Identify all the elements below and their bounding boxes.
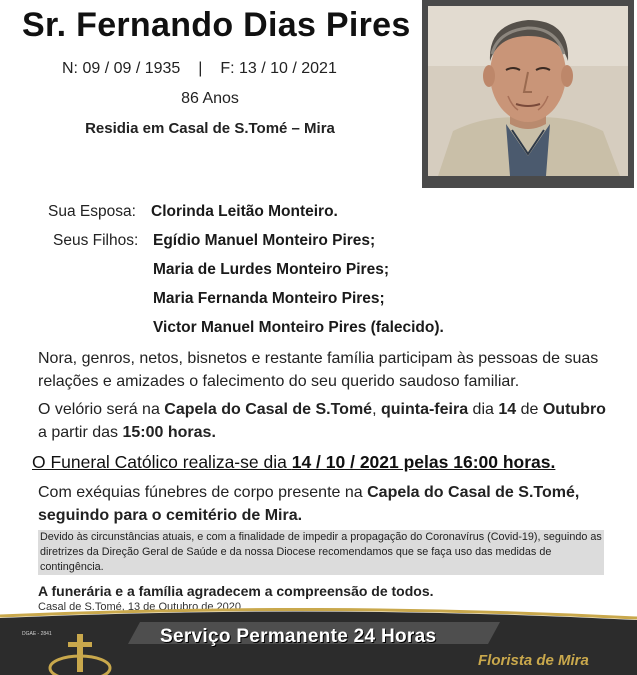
- wake-from: a partir das: [38, 424, 119, 441]
- wake-time: 15:00 horas.: [122, 424, 216, 441]
- death-date: F: 13 / 10 / 2021: [220, 60, 337, 77]
- child-name: Victor Manuel Monteiro Pires (falecido).: [153, 319, 444, 336]
- wake-de: de: [520, 401, 539, 418]
- deceased-name: Sr. Fernando Dias Pires: [22, 6, 411, 44]
- wake-prefix: O velório será na: [38, 401, 160, 418]
- children-label: Seus Filhos:: [53, 232, 139, 249]
- portrait-photo: [428, 6, 628, 176]
- exequies-then: seguindo para o cemitério de Mira.: [38, 507, 303, 524]
- age: 86 Anos: [181, 90, 239, 107]
- relatives-paragraph: Nora, genros, netos, bisnetos e restante família participam às pessoas de suas relações e amizades o falecimento do seu querido saudoso familiar.: [38, 350, 599, 390]
- child-name: Maria de Lurdes Monteiro Pires;: [153, 261, 389, 278]
- birth-date: N: 09 / 09 / 1935: [62, 60, 181, 77]
- spouse-label: Sua Esposa:: [48, 203, 136, 220]
- exequies-place: Capela do Casal de S.Tomé,: [367, 484, 580, 501]
- florista-brand: Florista de Mira: [478, 652, 589, 669]
- wake-paragraph: [38, 398, 608, 444]
- wake-mid: dia: [472, 401, 494, 418]
- wake-comma: ,: [372, 401, 377, 418]
- wake-place: Capela do Casal de S.Tomé: [164, 401, 373, 418]
- funeral-prefix: O Funeral Católico realiza-se dia: [32, 452, 287, 472]
- cross-emblem-icon: [40, 628, 120, 675]
- child-name: Maria Fernanda Monteiro Pires;: [153, 290, 385, 307]
- thanks-line: A funerária e a família agradecem a compreensão de todos.: [38, 583, 434, 599]
- funeral-line: [32, 452, 555, 473]
- spouse-name: Clorinda Leitão Monteiro.: [151, 203, 338, 220]
- wake-month: Outubro: [542, 401, 606, 418]
- exequies-prefix: Com exéquias fúnebres de corpo presente na: [38, 484, 363, 501]
- wake-day: quinta-feira: [380, 401, 469, 418]
- portrait-illustration: [428, 6, 628, 176]
- child-name: Egídio Manuel Monteiro Pires;: [153, 232, 376, 249]
- date-separator: |: [198, 60, 203, 77]
- service-banner: Serviço Permanente 24 Horas: [160, 626, 437, 647]
- residence: Residia em Casal de S.Tomé – Mira: [85, 120, 335, 137]
- covid-notice: Devido às circunstâncias atuais, e com a finalidade de impedir a propagação do Coronavírus (Covid-19), seguindo as diretrizes da Direção Geral de Saúde e da nossa Diocese recomendamos que se faça uso das medidas de contingência.: [38, 530, 604, 575]
- portrait-frame: [422, 0, 634, 188]
- life-dates: [62, 60, 337, 78]
- wake-date-day: 14: [498, 401, 517, 418]
- place-date: Casal de S.Tomé, 13 de Outubro de 2020.: [38, 601, 245, 613]
- funeral-when: 14 / 10 / 2021 pelas 16:00 horas.: [291, 452, 556, 472]
- exequies-paragraph: [38, 481, 608, 527]
- dgae-code: DGAE - 2841: [22, 631, 52, 637]
